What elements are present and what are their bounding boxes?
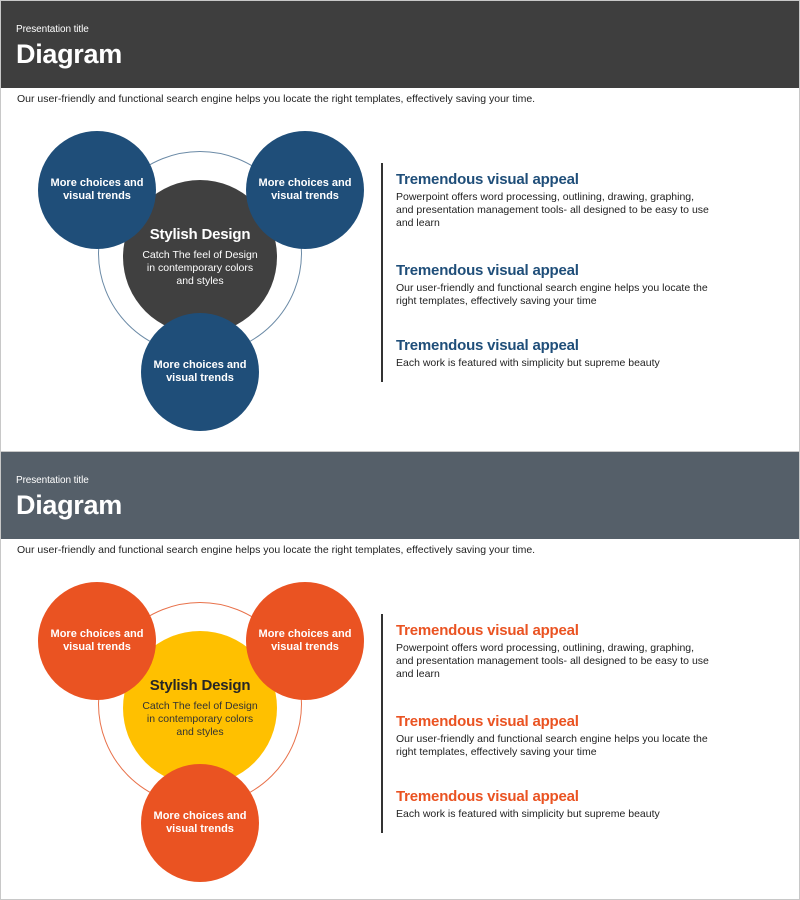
center-body: Catch The feel of Design in contemporary colors and styles — [142, 700, 258, 738]
circle-label: More choices and visual trends — [50, 628, 144, 653]
circle-label: More choices and visual trends — [153, 359, 247, 384]
slide-blue — [1, 1, 799, 450]
center-body: Catch The feel of Design in contemporary colors and styles — [142, 249, 258, 287]
item-title: Tremendous visual appeal — [396, 337, 579, 354]
presentation-title: Presentation title — [16, 475, 89, 486]
item-body: Our user-friendly and functional search engine helps you locate the right templates, effectively saving your time — [396, 733, 708, 758]
circle-label: More choices and visual trends — [50, 177, 144, 202]
item-title: Tremendous visual appeal — [396, 262, 579, 279]
item-title: Tremendous visual appeal — [396, 171, 579, 188]
item-body: Each work is featured with simplicity but supreme beauty — [396, 808, 660, 820]
text-item — [396, 788, 716, 821]
slide-subtitle: Our user-friendly and functional search engine helps you locate the right templates, effectively saving your time. — [17, 544, 536, 556]
slide-subtitle: Our user-friendly and functional search engine helps you locate the right templates, effectively saving your time. — [17, 93, 536, 105]
circle-label: More choices and visual trends — [258, 177, 352, 202]
circle-bottom — [141, 764, 259, 882]
text-item — [396, 262, 716, 308]
item-title: Tremendous visual appeal — [396, 622, 579, 639]
text-item — [396, 171, 716, 230]
text-item — [396, 337, 716, 370]
vertical-divider — [381, 614, 383, 833]
vertical-divider — [381, 163, 383, 382]
circle-label: More choices and visual trends — [153, 810, 247, 835]
circle-top-left — [38, 131, 156, 249]
slide-orange — [1, 451, 799, 900]
item-body: Our user-friendly and functional search engine helps you locate the right templates, effectively saving your time — [396, 282, 708, 307]
slide-title: Diagram — [16, 490, 122, 520]
center-title: Stylish Design — [149, 226, 251, 243]
circle-top-left — [38, 582, 156, 700]
circle-top-right — [246, 582, 364, 700]
item-body: Each work is featured with simplicity but supreme beauty — [396, 357, 660, 369]
text-item — [396, 622, 716, 681]
item-body: Powerpoint offers word processing, outlining, drawing, graphing, and presentation management tools- all designed to be easy to use and learn — [396, 191, 709, 229]
text-item — [396, 713, 716, 759]
item-title: Tremendous visual appeal — [396, 713, 579, 730]
item-body: Powerpoint offers word processing, outlining, drawing, graphing, and presentation management tools- all designed to be easy to use and learn — [396, 642, 709, 680]
circle-top-right — [246, 131, 364, 249]
slide-header — [1, 452, 799, 539]
circle-label: More choices and visual trends — [258, 628, 352, 653]
slide-title: Diagram — [16, 39, 122, 69]
center-title: Stylish Design — [149, 677, 251, 694]
item-title: Tremendous visual appeal — [396, 788, 579, 805]
presentation-title: Presentation title — [16, 24, 89, 35]
slide-header — [1, 1, 799, 88]
circle-bottom — [141, 313, 259, 431]
